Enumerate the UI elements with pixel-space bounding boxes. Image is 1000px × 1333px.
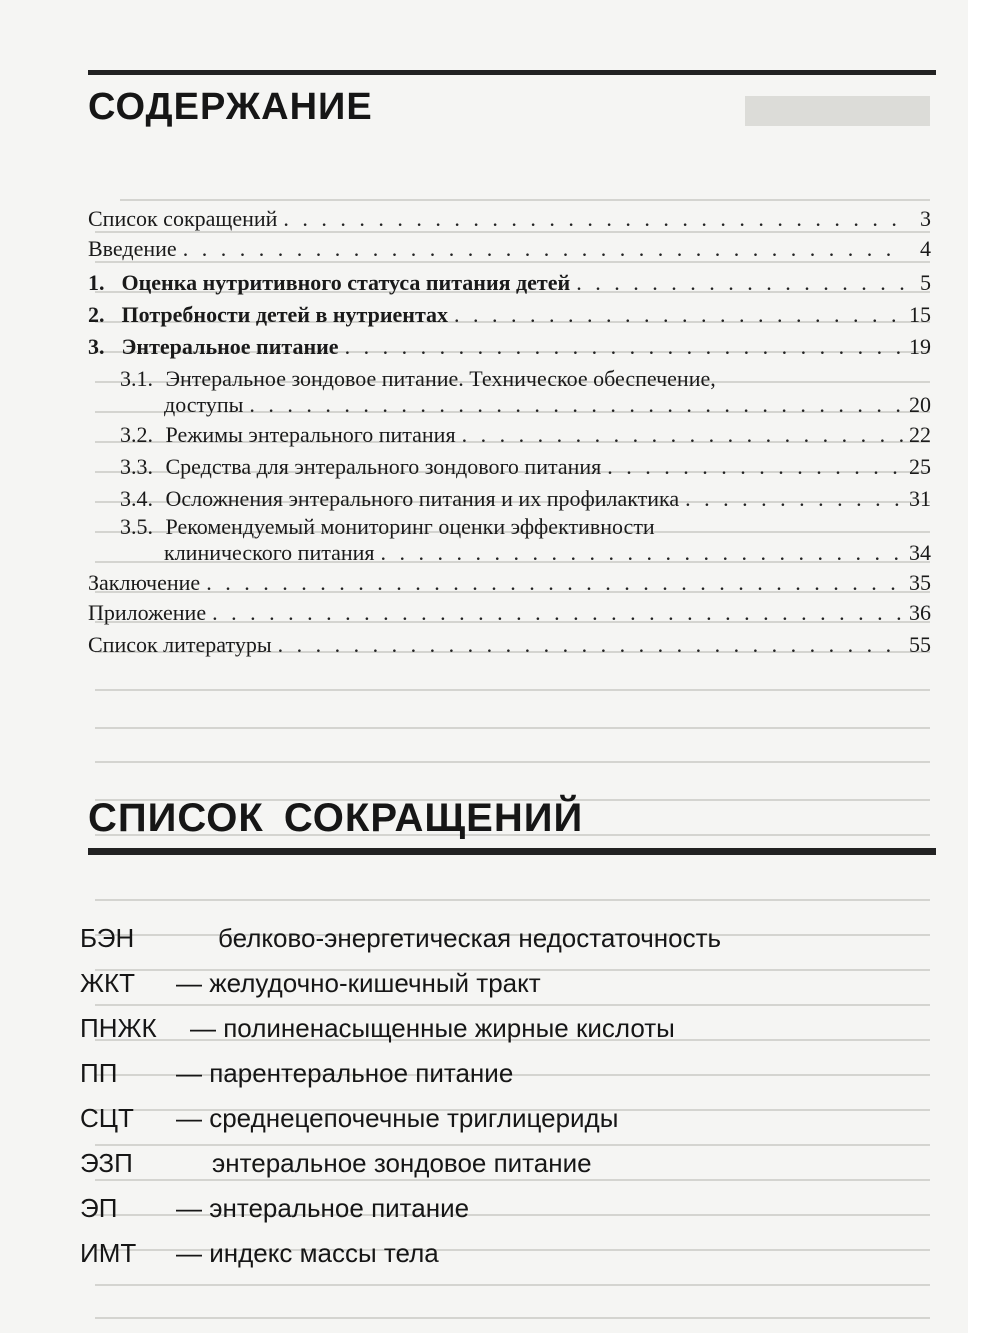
- toc-entry-section[interactable]: [120, 486, 931, 512]
- abbreviation-term: ПНЖК: [80, 1013, 157, 1043]
- abbreviations-heading: СПИСОК СОКРАЩЕНИЙ: [88, 796, 584, 840]
- dot-leader: [462, 422, 903, 448]
- toc-entry-title: Список сокращений: [88, 206, 278, 231]
- toc-entry-page: 55: [909, 632, 931, 657]
- toc-entry-page: 35: [909, 570, 931, 595]
- toc-entry-title: Введение: [88, 236, 177, 261]
- toc-entry-title: Энтеральное зондовое питание. Техническое обеспечение,: [165, 366, 716, 391]
- abbreviation-definition: — парентеральное питание: [176, 1058, 514, 1088]
- toc-entry-title: Режимы энтерального питания: [165, 422, 456, 447]
- toc-entry-title: Осложнения энтерального питания и их профилактика: [165, 486, 680, 511]
- toc-entry-title: Рекомендуемый мониторинг оценки эффективности: [165, 514, 655, 539]
- toc-entry-page: 25: [909, 454, 931, 479]
- toc-entry-section[interactable]: [120, 514, 931, 566]
- toc-entry-title: Оценка нутритивного статуса питания детей: [121, 270, 571, 295]
- dot-leader: [206, 570, 903, 596]
- abbreviation-term: ИМТ: [80, 1238, 137, 1268]
- abbreviation-term: ПП: [80, 1058, 118, 1088]
- toc-entry-section[interactable]: [120, 422, 931, 448]
- toc-entry-chapter[interactable]: [88, 302, 931, 328]
- dot-leader: [685, 486, 903, 512]
- toc-entry-number: 1.: [88, 270, 105, 295]
- toc-entry-page: 31: [909, 486, 931, 511]
- abbreviation-definition: — среднецепочечные триглицериды: [176, 1103, 619, 1133]
- toc-entry-number: 3.2.: [120, 422, 153, 447]
- toc-entry-title: Приложение: [88, 600, 207, 625]
- dot-leader: [607, 454, 903, 480]
- toc-entry-page: 15: [909, 302, 931, 327]
- dot-leader: [283, 206, 905, 232]
- abbreviation-term: ЭЗП: [80, 1148, 133, 1178]
- dot-leader: [278, 632, 903, 658]
- toc-entry-number: 3.: [88, 334, 105, 359]
- abbreviation-definition: белково-энергетическая недостаточность: [218, 923, 722, 953]
- toc-entry-page: 5: [920, 270, 931, 295]
- toc-entry-section[interactable]: [120, 366, 931, 418]
- abbreviation-definition: — желудочно-кишечный тракт: [176, 968, 541, 998]
- dot-leader: [576, 270, 905, 296]
- toc-entry-page: 22: [909, 422, 931, 447]
- toc-entry-page: 4: [920, 236, 931, 261]
- toc-entry-title: Заключение: [88, 570, 201, 595]
- toc-entry[interactable]: [88, 632, 931, 658]
- toc-entry-title: Энтеральное питание: [121, 334, 339, 359]
- toc-entry-title-cont: доступы: [164, 392, 244, 417]
- abbreviation-term: БЭН: [80, 923, 135, 953]
- toc-entry-page: 20: [909, 392, 931, 417]
- abbreviation-definition: — полиненасыщенные жирные кислоты: [190, 1013, 675, 1043]
- abbreviation-term: СЦТ: [80, 1103, 134, 1133]
- abbreviation-definition: — энтеральное питание: [176, 1193, 470, 1223]
- toc-entry-number: 3.4.: [120, 486, 153, 511]
- toc-entry-page: 36: [909, 600, 931, 625]
- dot-leader: [454, 302, 903, 328]
- abbreviation-term: ЭП: [80, 1193, 118, 1223]
- toc-entry[interactable]: [88, 570, 931, 596]
- toc-entry[interactable]: [88, 206, 931, 232]
- toc-entry-chapter[interactable]: [88, 334, 931, 360]
- toc-entry-number: 3.5.: [120, 514, 153, 539]
- abbreviation-term: ЖКТ: [80, 968, 136, 998]
- abbreviation-definition: — индекс массы тела: [176, 1238, 439, 1268]
- toc-entry-title: Потребности детей в нутриентах: [121, 302, 449, 327]
- toc-entry-title: Список литературы: [88, 632, 272, 657]
- section-rule: [88, 848, 936, 855]
- toc-entry-section[interactable]: [120, 454, 931, 480]
- toc-entry-page: 19: [909, 334, 931, 359]
- toc-entry[interactable]: [88, 600, 931, 626]
- dot-leader: [212, 600, 903, 626]
- toc-entry-title: Средства для энтерального зондового питания: [165, 454, 602, 479]
- toc-entry-number: 3.3.: [120, 454, 153, 479]
- toc-entry-title-cont: клинического питания: [164, 540, 375, 565]
- toc-entry-number: 2.: [88, 302, 105, 327]
- dot-leader: [381, 540, 903, 566]
- toc-entry-page: 34: [909, 540, 931, 565]
- toc-entry-chapter[interactable]: [88, 270, 931, 296]
- toc-entry-number: 3.1.: [120, 366, 153, 391]
- toc-entry[interactable]: [88, 236, 931, 262]
- dot-leader: [345, 334, 903, 360]
- abbreviation-definition: энтеральное зондовое питание: [212, 1148, 592, 1178]
- toc-entry-page: 3: [920, 206, 931, 231]
- dot-leader: [249, 392, 903, 418]
- dot-leader: [183, 236, 905, 262]
- toc-heading: СОДЕРЖАНИЕ: [88, 86, 373, 128]
